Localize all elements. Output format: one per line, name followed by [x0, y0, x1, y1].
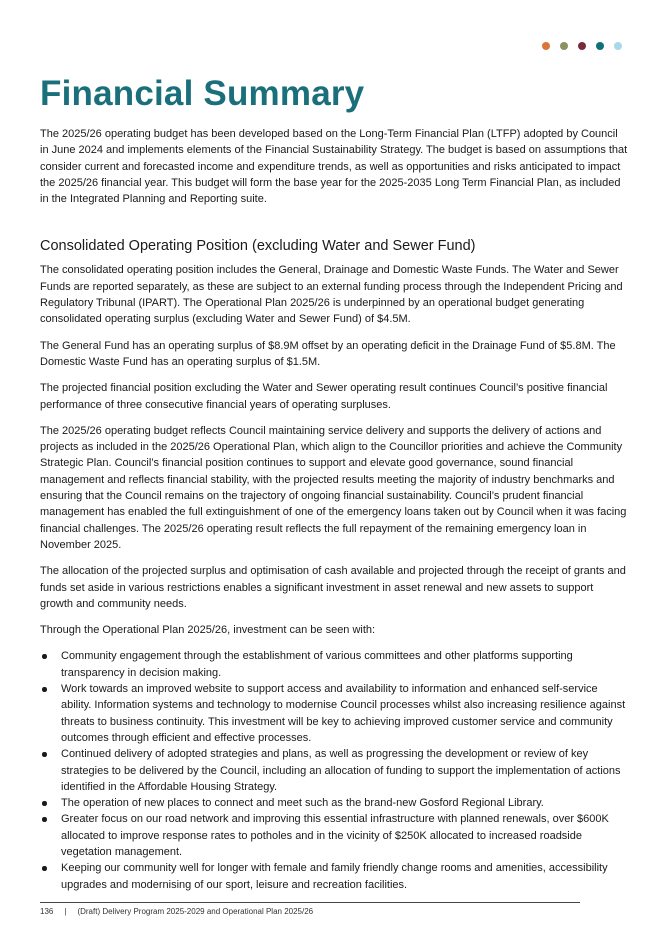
- paragraph-general-fund: The General Fund has an operating surplus of $8.9M offset by an operating deficit in the Drainage Fund of $5.8M. The Domestic Waste Fund has an operating surplus of $1.5M.: [40, 339, 616, 368]
- paragraph-investment-intro: Through the Operational Plan 2025/26, investment can be seen with:: [40, 624, 376, 637]
- paragraph-consolidated: The consolidated operating position includes the General, Drainage and Domestic Waste Funds. The Water and Sewer Funds are reported separately, as these are subject to an external funding process through the Independent Pricing and Regulatory Tribunal (IPART). The Operational Plan 2025/26 is underpinned by an operational budget generating consolidated operating surplus (excluding Water and Sewer Fund) of $4.5M.: [40, 264, 623, 326]
- paragraph-operating-budget: The 2025/26 operating budget reflects Council maintaining service delivery and supports the delivery of actions and projects as included in the 2025/26 Operational Plan, which align to the Councillor priorities and achieve the Community Strategic Plan. Council’s financial position continues to support and elevate good governance, sound financial management and reflects financial stability, with the projected results meeting the majority of industry benchmarks and ensuring that the Council remains on the trajectory of ongoing financial sustainability. Council’s prudent financial management has enabled the full extinguishment of one of the emergency loans taken out by Council when it was facing financial challenges. The 2025/26 operating result reflects the full repayment of the remaining emergency loan in November 2025.: [40, 424, 627, 551]
- footer: [40, 907, 313, 916]
- section-heading: Consolidated Operating Position (excluding Water and Sewer Fund): [40, 238, 476, 255]
- list-item: Keeping our community well for longer with female and family friendly change rooms and amenities, accessibility upgrades and modernising of our sport, leisure and recreation facilities.: [40, 860, 628, 893]
- main-content: [40, 126, 628, 893]
- dot-orange: [542, 42, 550, 50]
- footer-doc-title: (Draft) Delivery Program 2025-2029 and Operational Plan 2025/26: [77, 907, 314, 916]
- list-item: Community engagement through the establishment of various committees and other platforms supporting transparency in decision making.: [40, 648, 628, 681]
- page-title: Financial Summary: [40, 74, 365, 113]
- intro-paragraph: The 2025/26 operating budget has been developed based on the Long-Term Financial Plan (LTFP) adopted by Council in June 2024 and implements elements of the Financial Sustainability Strategy. The budget is based on assumptions that consider current and forecasted income and expenditure trends, as well as opportunities and risks anticipated to impact the 2025/26 financial year. This budget will form the base year for the 2025-2035 Long Term Financial Plan, as included in the Integrated Planning and Reporting suite.: [40, 128, 628, 206]
- footer-separator: |: [64, 907, 67, 916]
- paragraph-allocation: The allocation of the projected surplus and optimisation of cash available and projected through the receipt of grants and funds set aside in various restrictions enables a significant investment in asset renewal and new assets to support growth and community needs.: [40, 565, 626, 610]
- paragraph-financial-position: The projected financial position excluding the Water and Sewer operating result continues Council’s positive financial performance of three consecutive financial years of operating surpluses.: [40, 382, 608, 411]
- list-item: Greater focus on our road network and improving this essential infrastructure with planned renewals, over $600K allocated to improve response rates to potholes and in the vicinity of $250K allocated to increased roadside vegetation management.: [40, 811, 628, 860]
- list-item: Work towards an improved website to support access and availability to information and enhanced self-service ability. Information systems and technology to modernise Council processes whilst also increasing resilience against threats to business continuity. This investment will be key to achieving improved customer service and community outcomes through efficient and effective processes.: [40, 681, 628, 746]
- decorative-dots: [542, 42, 622, 50]
- list-item: The operation of new places to connect and meet such as the brand-new Gosford Regional Library.: [40, 795, 628, 811]
- dot-teal: [596, 42, 604, 50]
- footer-divider: [40, 902, 580, 903]
- dot-light-blue: [614, 42, 622, 50]
- investment-list: [40, 648, 628, 892]
- dot-olive: [560, 42, 568, 50]
- list-item: Continued delivery of adopted strategies and plans, as well as progressing the development or review of key strategies to be delivered by the Council, including an allocation of funding to support the implementation of actions identified in the Affordable Housing Strategy.: [40, 746, 628, 795]
- page-number: 136: [40, 907, 54, 916]
- dot-maroon: [578, 42, 586, 50]
